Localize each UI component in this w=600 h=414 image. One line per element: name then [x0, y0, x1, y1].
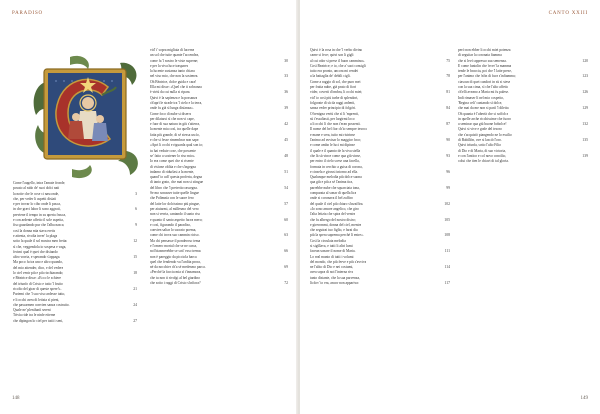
- line-number: 54: [284, 185, 288, 190]
- line-number: 135: [582, 138, 588, 143]
- verse-line: che fu albergo del nostro disiro; 105: [310, 217, 450, 222]
- verse-line: tu hai vedute cose, che possente: [150, 148, 196, 153]
- verse-line: Come a raggio di sol, che puro mei: [310, 79, 361, 84]
- verse-line: sanza veder principio di folgóri. 84: [310, 106, 450, 111]
- verse-line: ch'aprì le strade tra 'l cielo e la terra,: [150, 100, 203, 105]
- verse-line: non si verria, cantando il santo riso: [150, 212, 201, 217]
- line-number: 51: [284, 169, 288, 174]
- verse-line: l'alta letizia che spira del ventre: [310, 212, 356, 217]
- line-number: 139: [582, 153, 588, 158]
- verse-line: che si levò appresso sua semenza. 120: [458, 58, 588, 63]
- verse-line: e Bëatrice disse: «Ecco le schiere: [13, 276, 61, 281]
- line-number: 78: [446, 74, 450, 79]
- verse-line: e fuor di sua natura in giù s'atterra, 42: [150, 122, 288, 127]
- line-number: 24: [133, 302, 137, 307]
- verse-line: facean sonare il nome di Maria. 111: [310, 249, 450, 254]
- verse-line: ciascun di quei candori in sù si stese: [458, 79, 511, 84]
- line-number: 48: [284, 153, 288, 158]
- verse-line: Quivi si vive e gode del tesoro: [458, 127, 502, 132]
- verse-line: O benigna vertù che sì li 'mprenti,: [310, 111, 359, 116]
- verse-line: e che si fesse rimembrar non sape. 45: [150, 138, 288, 143]
- verse-line: nel viso mio, che non la sostenea. 33: [150, 74, 288, 79]
- verse-line: però non ebber li occhi miei potenza: [458, 48, 511, 52]
- line-number: 105: [444, 217, 450, 222]
- line-number: 90: [446, 138, 450, 143]
- line-number: 21: [133, 286, 137, 291]
- line-number: 99: [446, 185, 450, 190]
- verse-line: E come fantolin che 'nver' la mamma: [458, 63, 512, 68]
- verse-line: sotto la quale il sol mostra men fretta: 12: [13, 239, 137, 244]
- verse-line: comparata al sonar di quella lira: [310, 191, 357, 196]
- verse-line: di tanto grato, che mai non si stingue: [150, 180, 204, 185]
- verse-line: e mane e sera, tutto mi ristrinse: [310, 132, 356, 137]
- verse-line: che sotto i raggi di Cristo s'infiora? 72: [150, 281, 288, 286]
- verse-line: avea sopra di noi l'interna riva: [310, 270, 354, 275]
- verse-line: per entro il cielo scese una facella,: [310, 159, 360, 164]
- line-number: 63: [284, 233, 288, 238]
- verse-line: altro vorria, e sperando s'appaga. 15: [13, 255, 137, 260]
- line-number: 30: [284, 58, 288, 63]
- line-number: 15: [133, 255, 137, 260]
- verse-column-4: [458, 48, 588, 165]
- verse-line: nol biasmerebbe se sott' esso trema: 66: [150, 249, 288, 254]
- verse-line: che s'acquistò piangendo ne lo essilio: [458, 132, 512, 137]
- verse-column-3: [310, 48, 450, 286]
- verse-line: non è pareggio da picciola barca: [150, 254, 197, 259]
- verse-line: e attenta, rivolta inver' la plaga: [13, 233, 58, 238]
- verse-line: «Perché la faccia mia sì t'innamora,: [150, 270, 202, 275]
- verse-line: Indi rimaser lì nel mio cospetto,: [458, 95, 504, 100]
- verse-line: vid' io così più turbe di splendori,: [310, 95, 359, 100]
- verse-line: di Babillòn, ove si lasciò l'oro. 135: [458, 138, 588, 143]
- verse-line: tutto era pronto, ancora mi rendei: [310, 69, 359, 74]
- verse-line: lo ciel venir più e più rischiarando; 18: [13, 271, 137, 276]
- verse-line: a li occhi lì che non t'eran possenti. 87: [310, 122, 450, 127]
- line-number: 18: [133, 271, 137, 276]
- verse-column-1: [13, 181, 137, 324]
- verse-line: che seguirai tuo figlio, e farai dia: [310, 228, 358, 233]
- verse-line: e li occhi avea di letizia sì pieni,: [13, 297, 60, 302]
- verse-line: il quale e il quanto de la viva stella: [310, 148, 361, 153]
- verse-line: indarno di ridurlasi a la mente, 51: [150, 169, 288, 174]
- verse-line: se' fatto a sostener lo riso mio». 48: [150, 153, 288, 158]
- verse-line: ricolto del girar di queste spere!». 21: [13, 286, 137, 291]
- verse-line: come fa 'l nostro le viste superne; 30: [150, 58, 288, 63]
- verse-line: 'Regina celi' cantando sì dolce,: [458, 100, 503, 105]
- line-number: 39: [284, 106, 288, 111]
- line-number: 12: [133, 239, 137, 244]
- verse-line: Qualunque melodia più dolce suona: [310, 175, 362, 180]
- verse-line: l'animo ad avvisar lo maggior foco; 90: [310, 138, 450, 143]
- verse-line: parrebbe nube che squarciata tona, 99: [310, 185, 450, 190]
- verse-line: quel che fendendo va l'ardita prora,: [150, 259, 201, 264]
- verse-line: e per trovar lo cibo onde li pasca,: [13, 202, 61, 207]
- verse-line: formata in cerchio a guisa di corona,: [310, 164, 363, 169]
- verse-line: la notte che le cose ci nasconde, 3: [13, 191, 137, 196]
- verse-line: di visïone oblita e che s'ingegna: [150, 164, 196, 169]
- verse-line: Come foco di nube si diserra: [150, 111, 192, 116]
- verse-line: ne l'alito di Dio e nei costumi, 114: [310, 265, 450, 270]
- line-number: 111: [444, 249, 450, 254]
- verse-line: Ella mi disse: «Quel che ti sobranza: [150, 85, 202, 90]
- line-number: 36: [284, 90, 288, 95]
- verse-line: la lucente sustanza tanto chiara: [150, 69, 195, 74]
- verse-line: Quale ne' plenilunïi sereni: [13, 308, 51, 313]
- verse-line: Quivi è la rosa in che 'l verbo divino: [310, 48, 363, 52]
- line-number: 42: [284, 122, 288, 127]
- verse-line: Come l'augello, intra l'amate fronde,: [13, 181, 66, 185]
- line-number: 132: [582, 122, 588, 127]
- verse-line: di Dio e di Maria, di suo victoria,: [458, 148, 507, 153]
- verse-line: folgorate di sù da raggi ardenti,: [310, 100, 356, 105]
- verse-line: più la spera suprema perché lì entre». 108: [310, 233, 450, 238]
- verse-line: a seminar qua giù buone bobolce! 132: [458, 122, 588, 127]
- verse-line: onde si coronava il bel zaffiro: [310, 196, 353, 201]
- line-number: 66: [284, 249, 288, 254]
- line-number: 108: [444, 233, 450, 238]
- verse-line: di seguitar la coronata fiamma: [458, 53, 502, 58]
- verse-line: del quale il ciel più chiaro s'inzaffira. 102: [310, 201, 450, 206]
- verse-line: del mondo, che più ferve e più s'avviva: [310, 259, 367, 264]
- verse-line: del latte lor dolcissimo più pingue, 57: [150, 201, 288, 206]
- verse-line: per l'animo che 'nfin di fuor s'infiamma; 123: [458, 74, 588, 79]
- verse-line: «Io sono amore angelico, che giro: [310, 206, 359, 211]
- figure-head: [82, 97, 94, 109]
- verse-line: come chi trova suo cammin riciso. 63: [150, 233, 288, 238]
- verse-line: tanto distante, che la sua parvenza,: [310, 275, 360, 280]
- verse-line: Così Beatrice; e io, che a' suoi consigli: [310, 63, 366, 68]
- verse-line: Oh quanta è l'ubertà che si soffolce: [458, 111, 509, 116]
- line-number: 120: [582, 58, 588, 63]
- line-number: 81: [446, 90, 450, 95]
- verse-line: e girerommi, donna del ciel, mentre: [310, 222, 362, 227]
- line-number: 3: [135, 191, 137, 196]
- verse-line: ch'elli aveano a Maria mi fu palese. 126: [458, 90, 588, 95]
- verse-line: al cui odor si prese il buon cammino». 75: [310, 58, 450, 63]
- verse-column-2: [150, 48, 288, 286]
- verse-line: che, per veder li aspetti disïati: [13, 196, 57, 201]
- verse-line: fatta più grande, di sé stessa uscìo,: [150, 132, 200, 137]
- verse-line: la mente mia così, tra quelle dape: [150, 127, 199, 132]
- verse-line: quand' io udi' questa proferta, degna: [150, 175, 202, 180]
- line-number: 84: [446, 106, 450, 111]
- verse-line: che Polimnïa con le suore fero: [150, 196, 194, 201]
- verse-line: là dov' io era, ancor non appariva: 117: [310, 281, 450, 286]
- verse-line: Ma chi pensasse il ponderoso tema: [150, 238, 201, 243]
- verse-line: un sol che tutte quante l'accendea,: [150, 53, 199, 58]
- verse-line: Quivi trïunfa, sotto l'alto Filio: [458, 143, 502, 148]
- line-number: 33: [284, 74, 288, 79]
- running-head-right: CANTO XXIII: [548, 11, 588, 16]
- acanthus-leaf-icon: [70, 56, 89, 69]
- verse-line: Se mo sonasser tutte quelle lingue: [150, 191, 200, 196]
- line-number: 87: [446, 122, 450, 127]
- verse-line: a la battaglia de' debili cigli. 78: [310, 74, 450, 79]
- verse-line: vider, coverti d'ombra, li occhi miei; 81: [310, 90, 450, 95]
- line-number: 123: [582, 74, 588, 79]
- verse-line: e per la viva luce trasparea: [150, 63, 189, 68]
- line-number: 117: [444, 281, 450, 286]
- verse-line: sì che, veggendola io sospesa e vaga,: [13, 244, 67, 249]
- verse-line: Quivi è la sapïenza e la possanza: [150, 95, 198, 100]
- line-number: 69: [284, 265, 288, 270]
- verse-line: per fratta nube, già prato di fiori: [310, 85, 357, 90]
- verse-line: per dilatarsi sì che non vi cape,: [150, 116, 195, 121]
- verse-line: Il nome del bel fior ch'io sempre invoco: [310, 127, 368, 132]
- verse-line: e con ardente affetto il sole aspetta,: [13, 218, 64, 223]
- verse-line: del mio attender, dico, e del vedere: [13, 265, 64, 270]
- line-number: 114: [444, 265, 450, 270]
- verse-line: si sigillava, e tutti li altri lumi: [310, 243, 353, 248]
- running-head-left: PARADISO: [12, 11, 43, 16]
- line-number: 6: [135, 207, 137, 212]
- verse-line: in che gravi labor li sono aggrati, 6: [13, 207, 137, 212]
- line-number: 126: [582, 90, 588, 95]
- verse-line: Ma poco fu tra uno e altro quando,: [13, 260, 63, 265]
- verse-line: e così, figurando il paradiso,: [150, 222, 191, 227]
- verse-line: che dipingon lo ciel per tutti i seni, 27: [13, 318, 137, 323]
- verse-line: né da nocchier ch'a sé medesmo parca. 69: [150, 265, 288, 270]
- verse-line: colui che tien le chiavi di tal gloria.: [458, 159, 509, 164]
- verse-line: che tu non ti rivolgi al bel giardino: [150, 275, 201, 280]
- verse-line: che là sù vince come qua giù vinse, 93: [310, 153, 450, 158]
- verse-line: del libro che 'l preterito rassegna. 54: [150, 185, 288, 190]
- right-page: [300, 0, 600, 414]
- verse-line: Trivïa ride tra le ninfe etterne: [13, 313, 56, 318]
- verse-line: in quelle arche ricchissime che fuoro: [458, 116, 511, 121]
- verse-line: che mai da me non si partì 'l diletto. 129: [458, 106, 588, 111]
- verse-line: e come ambo le luci mi dipinse: [310, 143, 355, 148]
- verse-line: del trïunfo di Cristo e tutto 'l frutto: [13, 281, 63, 286]
- line-number: 27: [133, 318, 137, 323]
- verse-line: con la sua cima, sì che l'alto affetto: [458, 85, 509, 90]
- verse-line: e l'omero mortal che se ne carca,: [150, 243, 198, 248]
- line-number: 72: [284, 281, 288, 286]
- verse-line: e quanto il santo aspetto facea mero; 60: [150, 217, 288, 222]
- illuminated-initial-c-with-figures: [30, 55, 140, 179]
- verse-line: è virtù da cui nulla si ripara. 36: [150, 90, 288, 95]
- verse-line: fiso guardando pur che l'alba nasca; 9: [13, 223, 137, 228]
- verse-line: Pariemi che 'l suo viso ardesse tutto,: [13, 292, 66, 297]
- verse-line: Io era come quei che si risente: [150, 159, 194, 164]
- verse-line: carne si fece; quivi son li gigli: [310, 53, 354, 58]
- verse-line: e con l'antico e col novo concilio, 139: [458, 153, 588, 158]
- line-number: 60: [284, 217, 288, 222]
- line-number: 75: [446, 58, 450, 63]
- line-number: 102: [444, 201, 450, 206]
- verse-line: «Apri li occhi e riguarda qual son io;: [150, 143, 203, 148]
- folio-left: 148: [12, 396, 20, 401]
- folio-right: 149: [580, 396, 588, 401]
- line-number: 9: [135, 223, 137, 228]
- verse-line: posato al nido de' suoi dolci nati: [13, 186, 60, 191]
- verse-line: onde fu già sì lunga disïanza». 39: [150, 106, 288, 111]
- verse-line: Oh Bëatrice, dolce guida e cara!: [150, 79, 197, 84]
- verse-line: vid' i' sopra migliaia di lucerne: [150, 48, 195, 52]
- verse-line: qua giù e più a sé l'anima tira,: [310, 180, 353, 185]
- line-number: 57: [284, 201, 288, 206]
- verse-line: previene il tempo in su aperta frasca,: [13, 212, 66, 217]
- left-page: [0, 0, 297, 414]
- line-number: 96: [446, 169, 450, 174]
- verse-line: tende le braccia, poi che 'l latte prese,: [458, 69, 512, 74]
- verse-line: convien saltar lo sacrato poema,: [150, 228, 197, 233]
- verse-line: fecimi qual è quei che disïando: [13, 249, 58, 254]
- verse-line: così la donna mïa stava eretta: [13, 228, 56, 233]
- verse-line: per aiutarmi, al millesmo del vero: [150, 206, 199, 211]
- line-number: 129: [582, 106, 588, 111]
- line-number: 45: [284, 138, 288, 143]
- verse-line: Lo real manto di tutti i volumi: [310, 254, 354, 259]
- line-number: 93: [446, 153, 450, 158]
- verse-line: che passarmen convien sanza costrutto. 24: [13, 302, 137, 307]
- verse-line: sù t'essaltasti, per largirmi loco: [310, 116, 355, 121]
- verse-line: Così la circulata melodia: [310, 238, 346, 243]
- verse-line: e cinsela e girossi intorno ad ella. 96: [310, 169, 450, 174]
- acanthus-leaf-icon: [72, 165, 92, 178]
